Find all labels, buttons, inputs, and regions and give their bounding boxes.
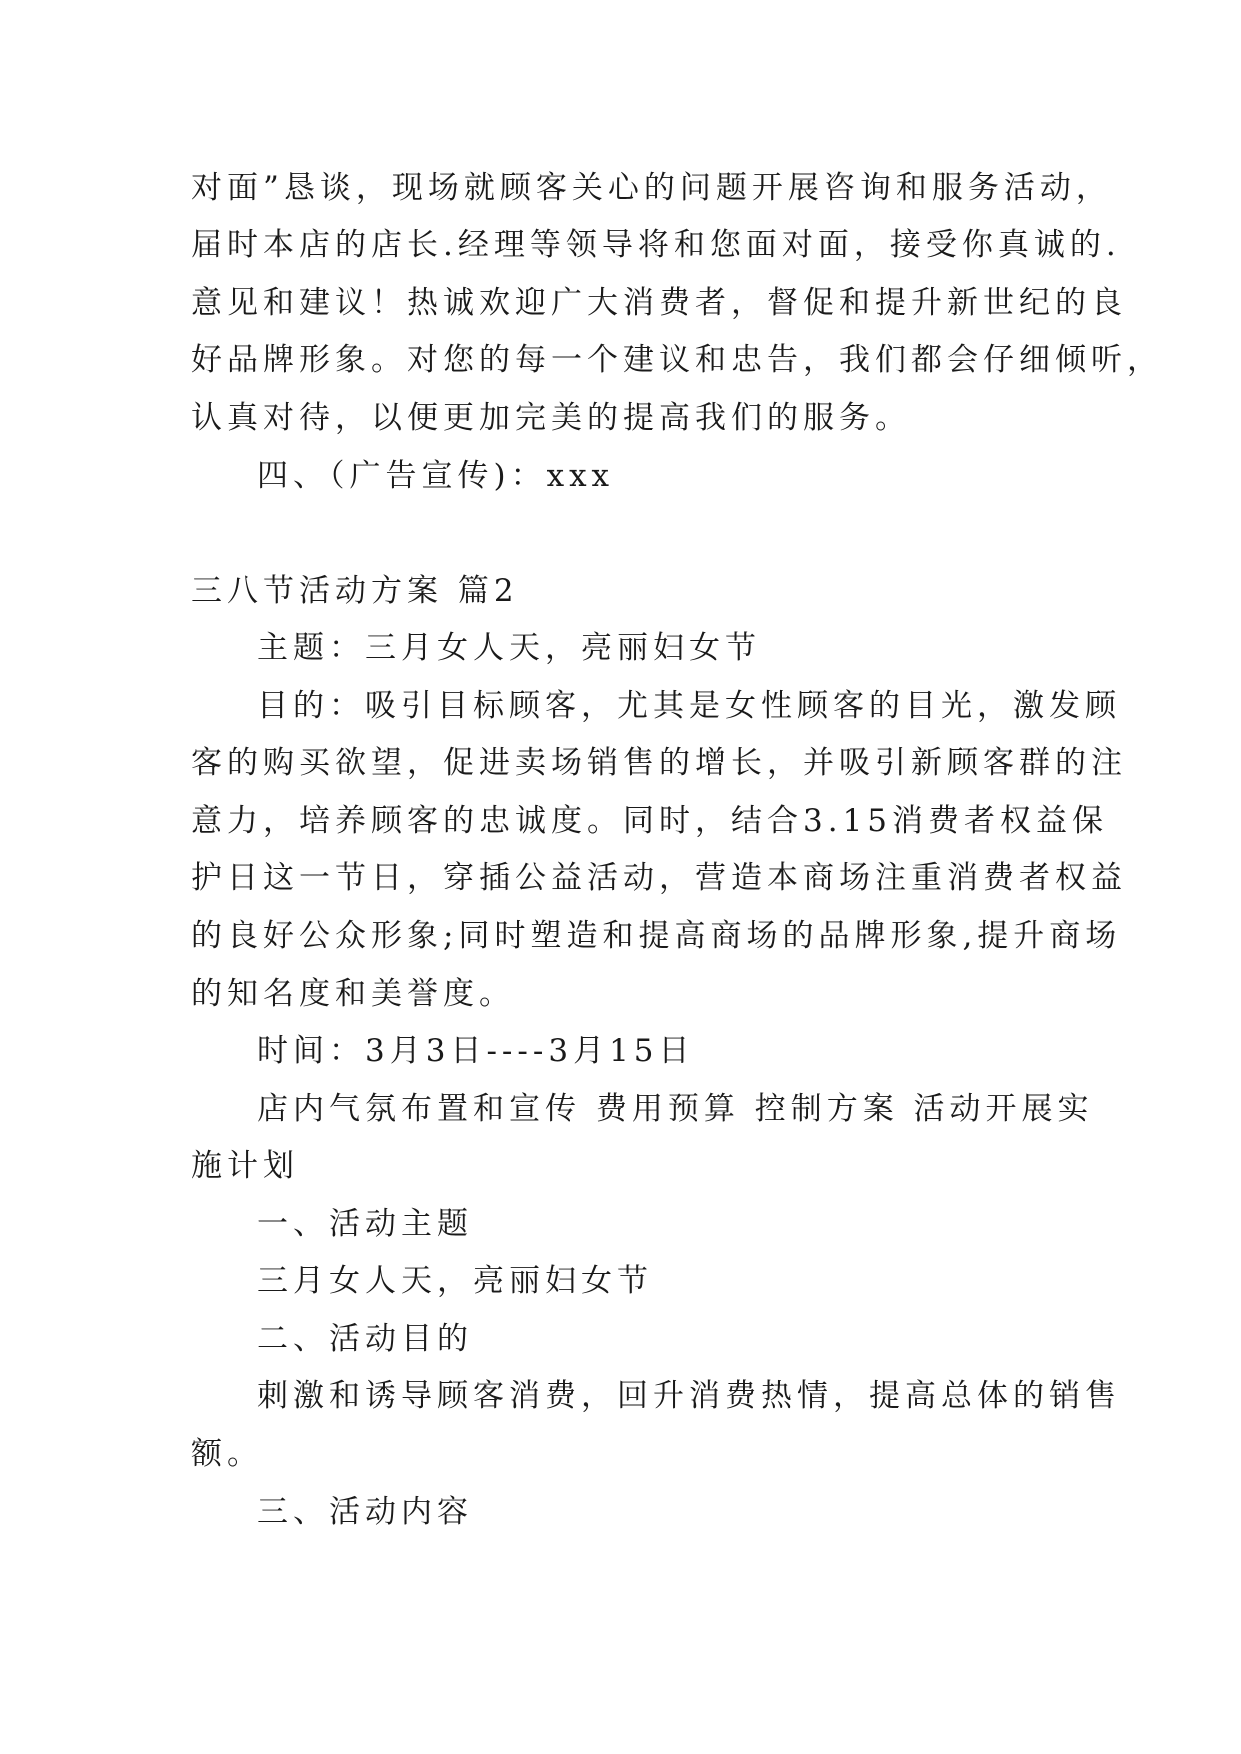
article-title: 三八节活动方案 篇2	[191, 573, 519, 609]
paragraph-line: 客的购买欲望，促进卖场销售的增长，并吸引新顾客群的注	[191, 745, 1127, 781]
paragraph-line: 额。	[191, 1436, 263, 1472]
paragraph-line: 刺激和诱导顾客消费，回升消费热情，提高总体的销售	[257, 1378, 1121, 1414]
paragraph-line: 认真对待，以便更加完美的提高我们的服务。	[191, 400, 911, 436]
section-heading: 一、活动主题	[257, 1206, 473, 1242]
paragraph-line: 意力，培养顾客的忠诚度。同时，结合3.15消费者权益保	[191, 803, 1109, 839]
paragraph-line: 对面”恳谈，现场就顾客关心的问题开展咨询和服务活动，	[191, 170, 1112, 206]
paragraph-line: 的知名度和美誉度。	[191, 976, 515, 1012]
paragraph-line: 目的：吸引目标顾客，尤其是女性顾客的目光，激发顾	[257, 688, 1121, 724]
paragraph-line: 好品牌形象。对您的每一个建议和忠告，我们都会仔细倾听，	[191, 342, 1163, 378]
section-heading: 四、（广告宣传)：xxx	[257, 458, 615, 494]
paragraph-line: 届时本店的店长.经理等领导将和您面对面，接受你真诚的.	[191, 227, 1121, 263]
section-heading: 二、活动目的	[257, 1321, 473, 1357]
paragraph-line: 意见和建议！热诚欢迎广大消费者，督促和提升新世纪的良	[191, 285, 1127, 321]
theme-line: 主题：三月女人天，亮丽妇女节	[257, 630, 761, 666]
time-line: 时间：3月3日----3月15日	[257, 1033, 695, 1069]
paragraph-line: 护日这一节日，穿插公益活动，营造本商场注重消费者权益	[191, 860, 1127, 896]
paragraph-line: 施计划	[191, 1148, 299, 1184]
paragraph-line: 店内气氛布置和宣传 费用预算 控制方案 活动开展实	[257, 1091, 1094, 1127]
section-heading: 三、活动内容	[257, 1494, 473, 1530]
paragraph-line: 的良好公众形象;同时塑造和提高商场的品牌形象,提升商场	[191, 918, 1122, 954]
paragraph-line: 三月女人天，亮丽妇女节	[257, 1263, 653, 1299]
